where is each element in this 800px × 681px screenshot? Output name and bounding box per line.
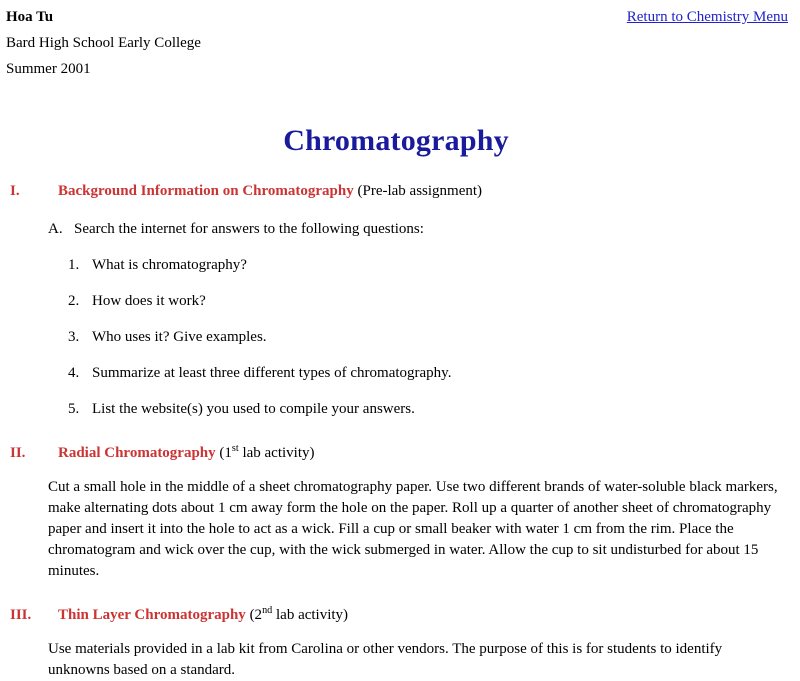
section-heading [6, 180, 790, 202]
list-item-text: Summarize at least three different types of chromatography. [92, 365, 452, 381]
section-heading [6, 442, 790, 464]
list-marker: A. [48, 221, 63, 237]
section-thin-layer-chromatography [6, 604, 790, 681]
section-note-post: lab activity) [238, 445, 315, 461]
section-numeral: II. [10, 445, 26, 461]
list-marker: 5. [68, 401, 80, 417]
document-header [6, 4, 790, 82]
list-item-text: Who uses it? Give examples. [92, 329, 267, 345]
return-to-chemistry-menu-link[interactable]: Return to Chemistry Menu [626, 9, 788, 25]
page-title: Chromatography [283, 124, 509, 157]
list-item-text: Search the internet for answers to the following questions: [74, 221, 424, 237]
section-note-post: lab activity) [272, 607, 349, 623]
list-item-text: How does it work? [92, 293, 206, 309]
section-note: (Pre-lab assignment) [353, 183, 483, 199]
list-marker: 4. [68, 365, 80, 381]
section-note-pre: (1 [215, 445, 232, 461]
list-item-a [6, 218, 790, 240]
section-body-paragraph: Cut a small hole in the middle of a sheet chromatography paper. Use two different brands of water-soluble black markers, make alternating dots about 1 cm away form the hole on the paper. Roll up a quarter of another sheet of chromatography paper and insert it into the hole to act as a wick. Fill a cup or small beaker with water 1 cm from the rim. Place the chromatogram and wick over the cup, with the wick submerged in water. Allow the cup to sit undisturbed for about 15 minutes. [48, 479, 778, 579]
term-label: Summer 2001 [6, 61, 91, 77]
section-numeral: III. [10, 607, 32, 623]
ordinal-suffix: nd [262, 605, 273, 616]
list-marker: 3. [68, 329, 80, 345]
list-marker: 2. [68, 293, 80, 309]
ordinal-suffix: st [231, 443, 239, 454]
list-item-text: List the website(s) you used to compile your answers. [92, 401, 415, 417]
list-item [6, 290, 790, 312]
list-marker: 1. [68, 257, 80, 273]
section-numeral: I. [10, 183, 20, 199]
list-item [6, 398, 790, 420]
section-heading [6, 604, 790, 626]
section-title: Background Information on Chromatography [58, 183, 354, 199]
section-title: Thin Layer Chromatography [58, 607, 246, 623]
list-item [6, 326, 790, 348]
section-background-information [6, 180, 790, 420]
section-body-paragraph: Use materials provided in a lab kit from Carolina or other vendors. The purpose of this is for students to identify unknowns based on a standard. [48, 641, 723, 678]
list-item [6, 362, 790, 384]
section-title: Radial Chromatography [58, 445, 216, 461]
section-radial-chromatography [6, 442, 790, 582]
list-item [6, 254, 790, 276]
school-name: Bard High School Early College [6, 35, 201, 51]
list-item-text: What is chromatography? [92, 257, 247, 273]
section-note-pre: (2 [245, 607, 263, 623]
author-name: Hoa Tu [6, 9, 54, 25]
